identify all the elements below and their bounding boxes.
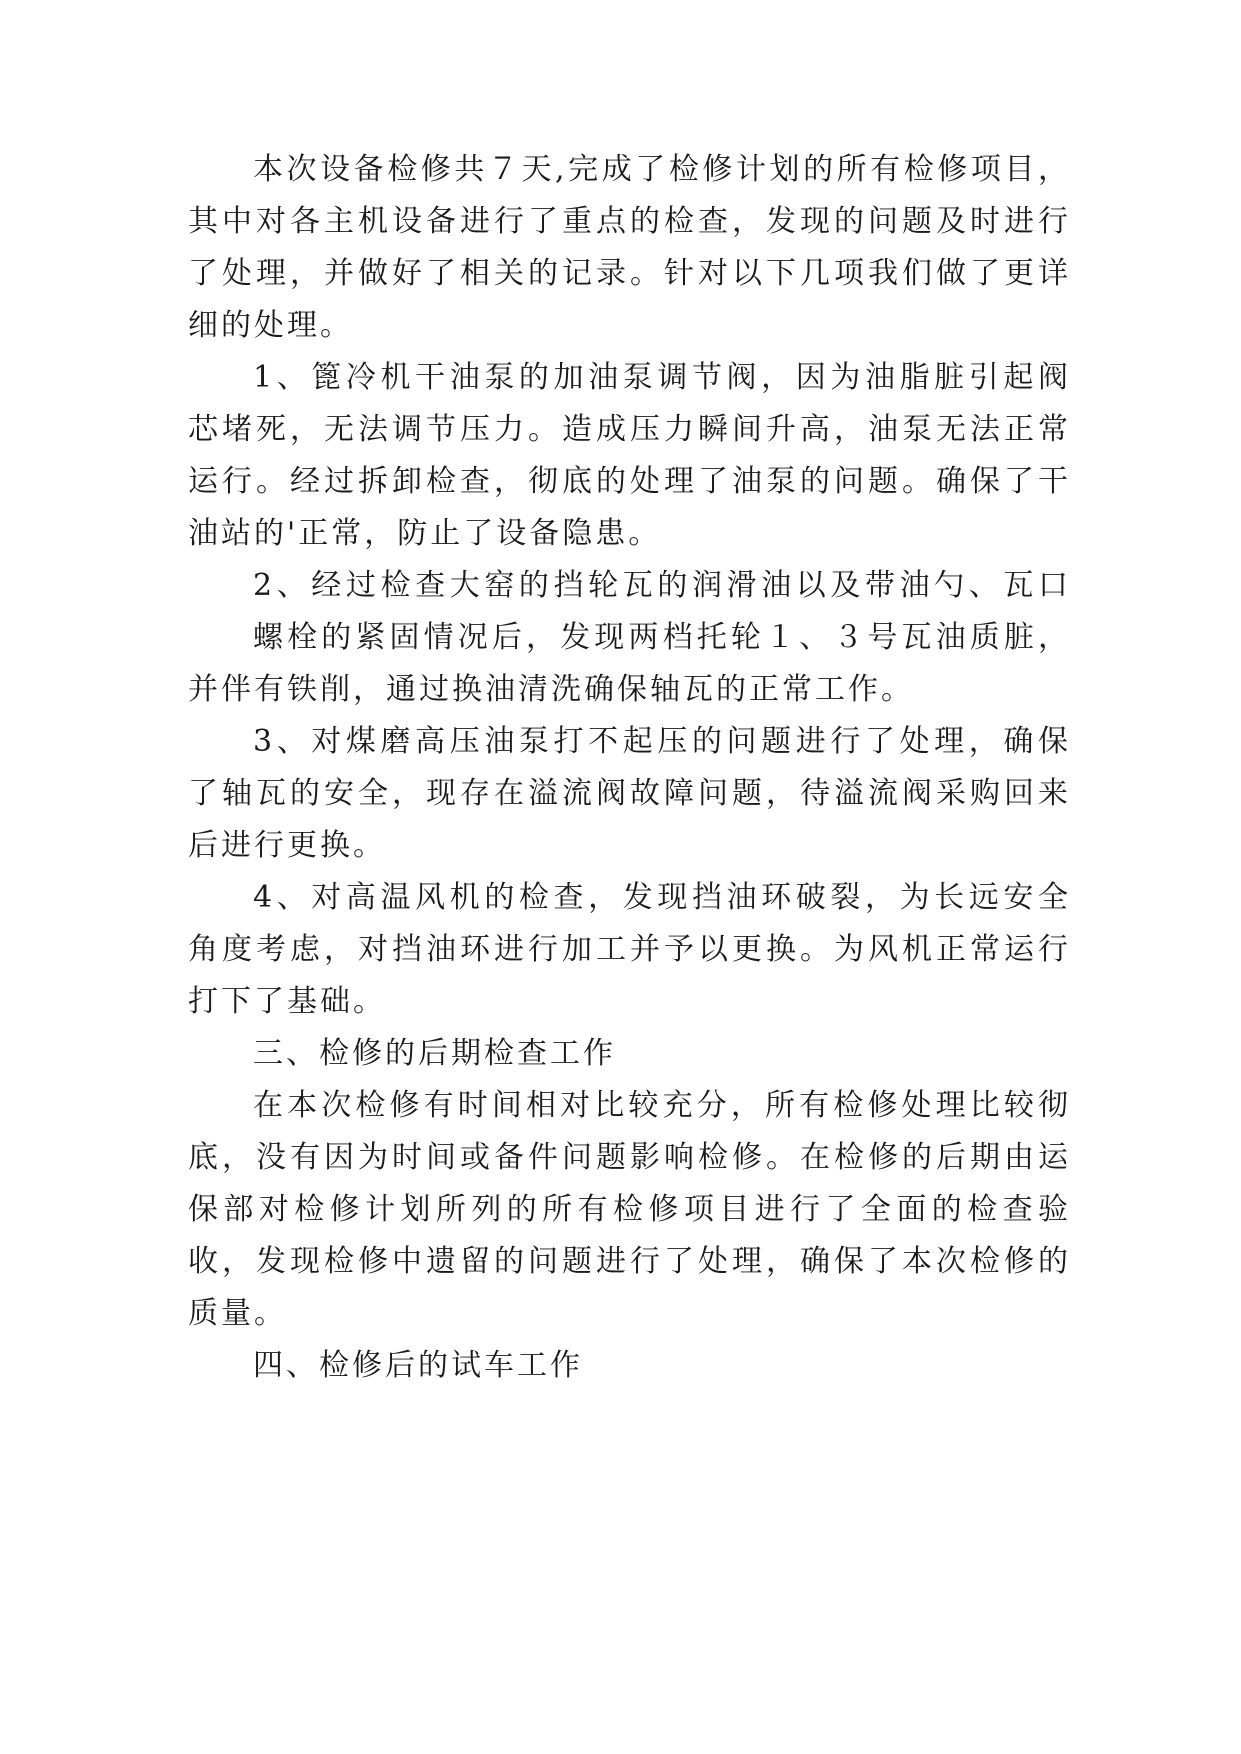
text-line: 了轴瓦的安全，现存在溢流阀故障问题，待溢流阀采购回来 bbox=[188, 776, 1068, 811]
text-line: 其中对各主机设备进行了重点的检查，发现的问题及时进行 bbox=[188, 204, 1068, 239]
text-line: 收，发现检修中遗留的问题进行了处理，确保了本次检修的 bbox=[188, 1244, 1068, 1279]
text-line: 2、经过检查大窑的挡轮瓦的润滑油以及带油勺、瓦口 bbox=[253, 568, 1068, 603]
text-line: 4、对高温风机的检查，发现挡油环破裂，为长远安全 bbox=[253, 880, 1068, 915]
section-heading: 三、检修的后期检查工作 bbox=[253, 1036, 616, 1071]
text-line: 运行。经过拆卸检查，彻底的处理了油泵的问题。确保了干 bbox=[188, 464, 1068, 499]
text-line: 后进行更换。 bbox=[188, 828, 386, 863]
text-line: 3、对煤磨高压油泵打不起压的问题进行了处理，确保 bbox=[253, 724, 1068, 759]
text-line: 并伴有铁削，通过换油清洗确保轴瓦的正常工作。 bbox=[188, 672, 914, 707]
text-line: 角度考虑，对挡油环进行加工并予以更换。为风机正常运行 bbox=[188, 932, 1068, 967]
text-line: 1、篦冷机干油泵的加油泵调节阀，因为油脂脏引起阀 bbox=[253, 360, 1068, 395]
text-line: 保部对检修计划所列的所有检修项目进行了全面的检查验 bbox=[188, 1192, 1068, 1227]
text-line: 了处理，并做好了相关的记录。针对以下几项我们做了更详 bbox=[188, 256, 1068, 291]
section-heading: 四、检修后的试车工作 bbox=[253, 1348, 583, 1383]
text-line: 本次设备检修共７天,完成了检修计划的所有检修项目， bbox=[253, 152, 1068, 187]
text-line: 芯堵死，无法调节压力。造成压力瞬间升高，油泵无法正常 bbox=[188, 412, 1068, 447]
text-line: 底，没有因为时间或备件问题影响检修。在检修的后期由运 bbox=[188, 1140, 1068, 1175]
text-line: 打下了基础。 bbox=[188, 984, 386, 1019]
text-line: 质量。 bbox=[188, 1296, 287, 1331]
text-line: 螺栓的紧固情况后，发现两档托轮１、３号瓦油质脏， bbox=[253, 620, 1068, 655]
text-line: 油站的'正常，防止了设备隐患。 bbox=[188, 516, 662, 551]
text-line: 在本次检修有时间相对比较充分，所有检修处理比较彻 bbox=[253, 1088, 1068, 1123]
text-line: 细的处理。 bbox=[188, 308, 353, 343]
